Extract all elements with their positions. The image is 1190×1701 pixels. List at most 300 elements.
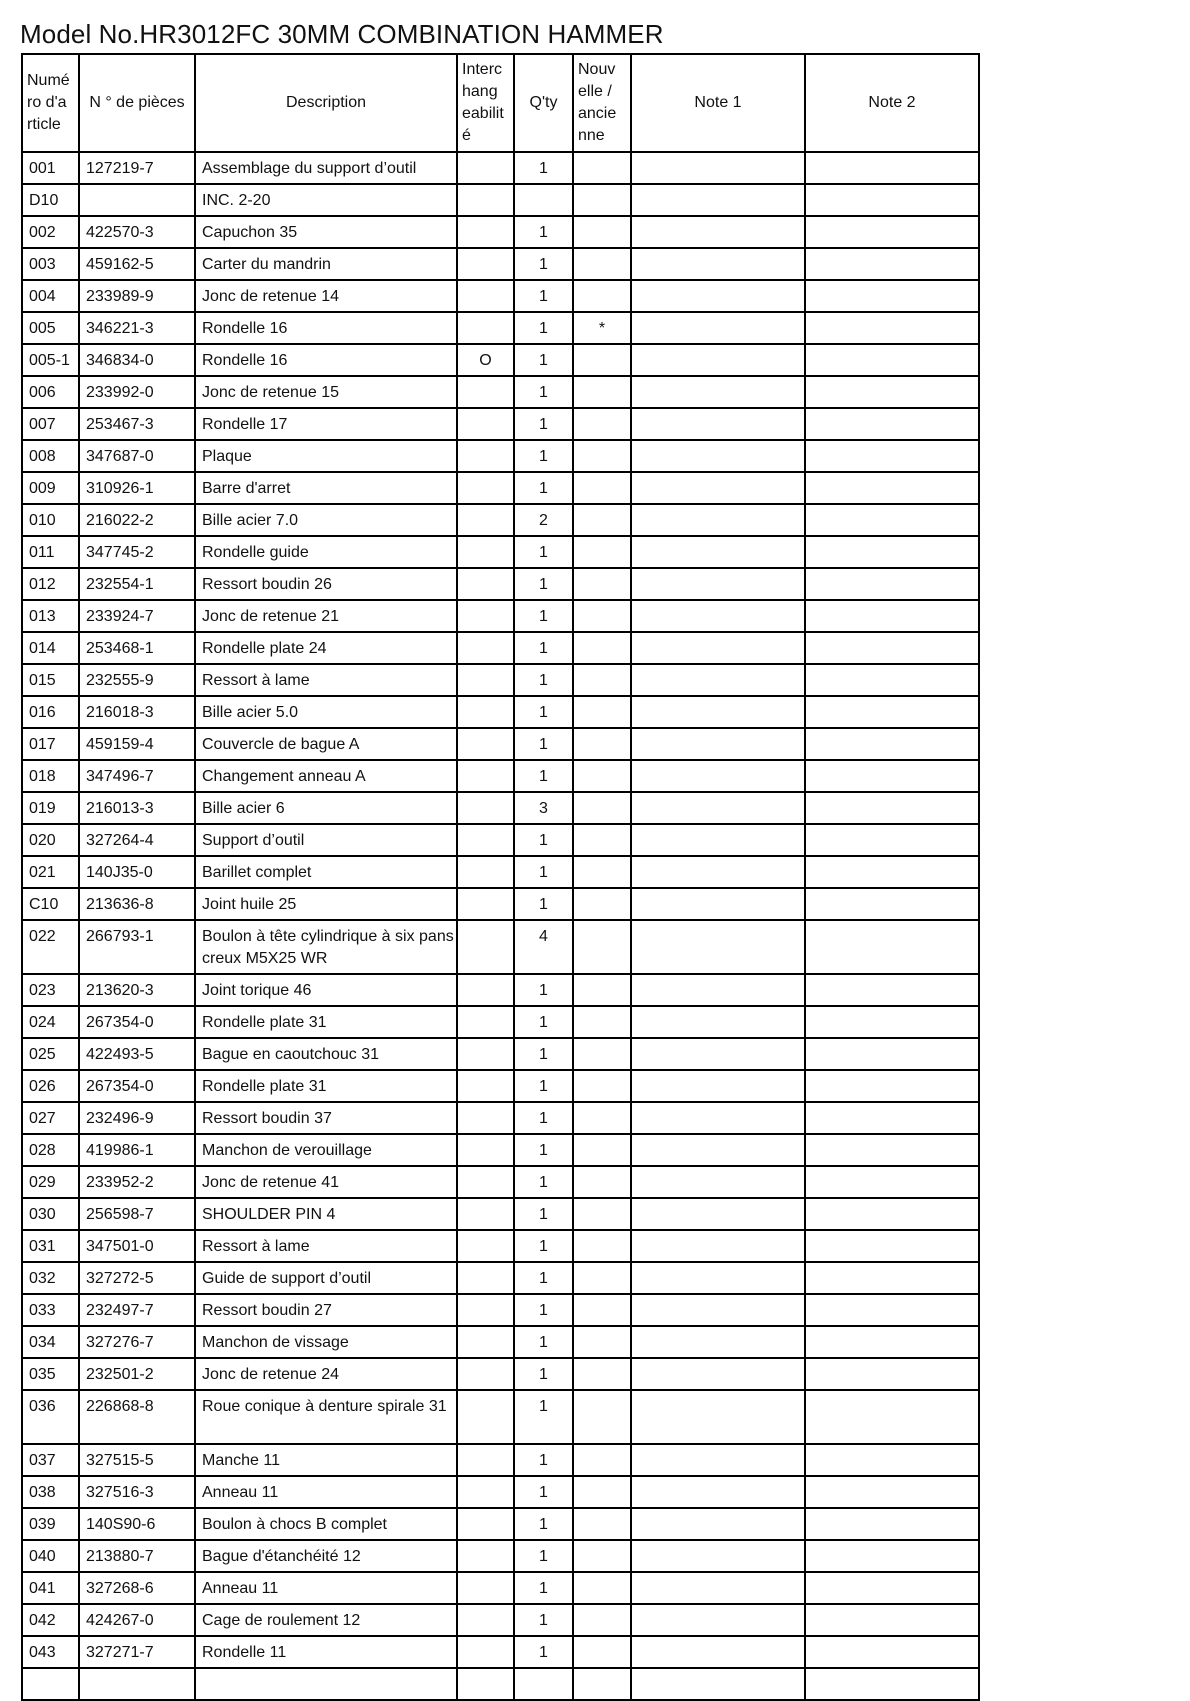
table-row <box>22 1294 979 1326</box>
cell-part-number: 347687-0 <box>79 440 195 472</box>
table-row <box>22 1508 979 1540</box>
cell-new-old <box>573 1294 631 1326</box>
cell-part-number: 422493-5 <box>79 1038 195 1070</box>
cell-description: Guide de support d’outil <box>195 1262 457 1294</box>
cell-new-old <box>573 536 631 568</box>
cell-description: Boulon à chocs B complet <box>195 1508 457 1540</box>
cell-item: 033 <box>22 1294 79 1326</box>
cell-qty: 1 <box>514 1476 573 1508</box>
cell-note1 <box>631 1038 805 1070</box>
table-row <box>22 184 979 216</box>
cell-interchangeability <box>457 1668 514 1700</box>
table-row <box>22 792 979 824</box>
cell-item: 002 <box>22 216 79 248</box>
cell-new-old <box>573 1134 631 1166</box>
cell-note2 <box>805 974 979 1006</box>
cell-qty: 1 <box>514 1134 573 1166</box>
cell-item <box>22 1668 79 1700</box>
cell-note1 <box>631 920 805 974</box>
cell-part-number: 346221-3 <box>79 312 195 344</box>
cell-part-number: 459162-5 <box>79 248 195 280</box>
cell-description: Anneau 11 <box>195 1476 457 1508</box>
col-header-qty: Q'ty <box>514 54 573 152</box>
table-row <box>22 920 979 974</box>
cell-qty: 1 <box>514 440 573 472</box>
cell-note1 <box>631 792 805 824</box>
cell-part-number: 267354-0 <box>79 1006 195 1038</box>
cell-interchangeability <box>457 696 514 728</box>
cell-description: Roue conique à denture spirale 31 <box>195 1390 457 1444</box>
cell-description: Manchon de verouillage <box>195 1134 457 1166</box>
cell-item: 035 <box>22 1358 79 1390</box>
cell-note1 <box>631 1006 805 1038</box>
cell-description: Cage de roulement 12 <box>195 1604 457 1636</box>
cell-item: 015 <box>22 664 79 696</box>
cell-interchangeability <box>457 632 514 664</box>
col-header-item: Numé ro d'a rticle <box>22 54 79 152</box>
cell-qty: 1 <box>514 664 573 696</box>
cell-qty: 1 <box>514 280 573 312</box>
table-row <box>22 1668 979 1700</box>
cell-part-number: 127219-7 <box>79 152 195 184</box>
cell-note2 <box>805 280 979 312</box>
cell-part-number: 459159-4 <box>79 728 195 760</box>
cell-note1 <box>631 1572 805 1604</box>
cell-part-number: 216022-2 <box>79 504 195 536</box>
cell-new-old <box>573 216 631 248</box>
cell-note2 <box>805 152 979 184</box>
table-row <box>22 856 979 888</box>
cell-item: 005 <box>22 312 79 344</box>
cell-note1 <box>631 1070 805 1102</box>
cell-part-number: 232501-2 <box>79 1358 195 1390</box>
cell-description: Ressort boudin 37 <box>195 1102 457 1134</box>
table-row <box>22 1326 979 1358</box>
cell-qty: 1 <box>514 1166 573 1198</box>
cell-qty: 1 <box>514 1572 573 1604</box>
cell-interchangeability <box>457 568 514 600</box>
cell-part-number <box>79 184 195 216</box>
cell-item: 040 <box>22 1540 79 1572</box>
cell-note2 <box>805 1540 979 1572</box>
cell-note1 <box>631 1134 805 1166</box>
cell-part-number: 253468-1 <box>79 632 195 664</box>
cell-note2 <box>805 1508 979 1540</box>
cell-interchangeability <box>457 280 514 312</box>
cell-new-old <box>573 1604 631 1636</box>
cell-note2 <box>805 1070 979 1102</box>
cell-note2 <box>805 248 979 280</box>
cell-note1 <box>631 728 805 760</box>
cell-qty: 1 <box>514 472 573 504</box>
cell-part-number: 424267-0 <box>79 1604 195 1636</box>
cell-new-old <box>573 728 631 760</box>
cell-new-old <box>573 760 631 792</box>
cell-part-number: 347745-2 <box>79 536 195 568</box>
table-row <box>22 248 979 280</box>
cell-new-old <box>573 184 631 216</box>
cell-new-old <box>573 696 631 728</box>
table-row <box>22 600 979 632</box>
table-row <box>22 344 979 376</box>
table-row <box>22 1134 979 1166</box>
cell-note2 <box>805 440 979 472</box>
cell-item: 008 <box>22 440 79 472</box>
cell-description: Rondelle 17 <box>195 408 457 440</box>
cell-part-number: 327515-5 <box>79 1444 195 1476</box>
cell-note1 <box>631 568 805 600</box>
cell-item: 030 <box>22 1198 79 1230</box>
cell-note2 <box>805 1572 979 1604</box>
cell-interchangeability <box>457 888 514 920</box>
cell-item: 021 <box>22 856 79 888</box>
cell-qty: 1 <box>514 1102 573 1134</box>
cell-part-number: 213880-7 <box>79 1540 195 1572</box>
cell-item: 023 <box>22 974 79 1006</box>
cell-new-old <box>573 504 631 536</box>
cell-item: 018 <box>22 760 79 792</box>
cell-qty: 1 <box>514 600 573 632</box>
table-row <box>22 280 979 312</box>
cell-note2 <box>805 376 979 408</box>
cell-qty: 2 <box>514 504 573 536</box>
cell-note2 <box>805 696 979 728</box>
table-row <box>22 1390 979 1444</box>
cell-part-number: 213636-8 <box>79 888 195 920</box>
cell-interchangeability <box>457 504 514 536</box>
cell-note2 <box>805 472 979 504</box>
cell-interchangeability <box>457 760 514 792</box>
cell-part-number: 266793-1 <box>79 920 195 974</box>
cell-part-number: 346834-0 <box>79 344 195 376</box>
cell-note2 <box>805 1390 979 1444</box>
cell-interchangeability <box>457 1006 514 1038</box>
cell-note2 <box>805 1668 979 1700</box>
table-row <box>22 664 979 696</box>
cell-note2 <box>805 344 979 376</box>
cell-item: C10 <box>22 888 79 920</box>
cell-part-number: 256598-7 <box>79 1198 195 1230</box>
cell-part-number: 232496-9 <box>79 1102 195 1134</box>
table-row <box>22 1262 979 1294</box>
cell-new-old <box>573 1262 631 1294</box>
cell-interchangeability <box>457 1476 514 1508</box>
cell-description: SHOULDER PIN 4 <box>195 1198 457 1230</box>
cell-note2 <box>805 216 979 248</box>
cell-item: 011 <box>22 536 79 568</box>
cell-interchangeability <box>457 536 514 568</box>
table-header <box>22 54 979 152</box>
table-row <box>22 536 979 568</box>
cell-item: 042 <box>22 1604 79 1636</box>
cell-note1 <box>631 1444 805 1476</box>
cell-item: 014 <box>22 632 79 664</box>
cell-interchangeability <box>457 1230 514 1262</box>
cell-item: 010 <box>22 504 79 536</box>
cell-interchangeability <box>457 376 514 408</box>
cell-description: Changement anneau A <box>195 760 457 792</box>
cell-note2 <box>805 1294 979 1326</box>
cell-note2 <box>805 1262 979 1294</box>
cell-interchangeability <box>457 1198 514 1230</box>
cell-interchangeability <box>457 248 514 280</box>
cell-new-old <box>573 1038 631 1070</box>
cell-part-number: 327272-5 <box>79 1262 195 1294</box>
cell-item: 036 <box>22 1390 79 1444</box>
table-row <box>22 312 979 344</box>
table-row <box>22 1070 979 1102</box>
cell-note1 <box>631 974 805 1006</box>
cell-note1 <box>631 824 805 856</box>
cell-item: 005-1 <box>22 344 79 376</box>
cell-qty: 1 <box>514 216 573 248</box>
cell-qty: 1 <box>514 856 573 888</box>
cell-note1 <box>631 856 805 888</box>
cell-part-number: 327276-7 <box>79 1326 195 1358</box>
table-row <box>22 1604 979 1636</box>
cell-note1 <box>631 312 805 344</box>
cell-new-old <box>573 824 631 856</box>
table-row <box>22 568 979 600</box>
cell-description: Rondelle 11 <box>195 1636 457 1668</box>
col-header-note2: Note 2 <box>805 54 979 152</box>
cell-interchangeability <box>457 664 514 696</box>
cell-part-number: 422570-3 <box>79 216 195 248</box>
cell-note1 <box>631 248 805 280</box>
cell-interchangeability <box>457 216 514 248</box>
cell-qty <box>514 184 573 216</box>
cell-new-old <box>573 440 631 472</box>
col-header-description: Description <box>195 54 457 152</box>
cell-qty: 1 <box>514 536 573 568</box>
cell-interchangeability <box>457 1166 514 1198</box>
cell-description: Barre d'arret <box>195 472 457 504</box>
cell-description: INC. 2-20 <box>195 184 457 216</box>
cell-note2 <box>805 408 979 440</box>
cell-qty: 3 <box>514 792 573 824</box>
cell-note2 <box>805 1326 979 1358</box>
cell-qty: 1 <box>514 1038 573 1070</box>
cell-description: Ressort boudin 26 <box>195 568 457 600</box>
cell-item: 032 <box>22 1262 79 1294</box>
cell-item: 041 <box>22 1572 79 1604</box>
cell-note2 <box>805 312 979 344</box>
cell-qty: 1 <box>514 728 573 760</box>
cell-note1 <box>631 1604 805 1636</box>
cell-note1 <box>631 696 805 728</box>
cell-new-old <box>573 1326 631 1358</box>
cell-note1 <box>631 440 805 472</box>
cell-note1 <box>631 472 805 504</box>
table-row <box>22 824 979 856</box>
cell-description: Jonc de retenue 21 <box>195 600 457 632</box>
cell-description: Joint huile 25 <box>195 888 457 920</box>
cell-new-old <box>573 1444 631 1476</box>
cell-part-number: 267354-0 <box>79 1070 195 1102</box>
cell-qty: 1 <box>514 696 573 728</box>
cell-qty: 1 <box>514 1390 573 1444</box>
cell-note1 <box>631 1262 805 1294</box>
cell-note1 <box>631 536 805 568</box>
table-row <box>22 760 979 792</box>
cell-new-old <box>573 1390 631 1444</box>
cell-interchangeability <box>457 1358 514 1390</box>
cell-new-old <box>573 1006 631 1038</box>
cell-note1 <box>631 216 805 248</box>
cell-description <box>195 1668 457 1700</box>
cell-note1 <box>631 664 805 696</box>
cell-qty: 1 <box>514 312 573 344</box>
cell-interchangeability <box>457 184 514 216</box>
cell-note1 <box>631 1390 805 1444</box>
cell-note1 <box>631 1668 805 1700</box>
cell-item: 024 <box>22 1006 79 1038</box>
cell-qty: 1 <box>514 1198 573 1230</box>
table-body <box>22 152 979 1700</box>
cell-qty: 1 <box>514 1540 573 1572</box>
cell-new-old <box>573 1070 631 1102</box>
header-row <box>22 54 979 152</box>
cell-interchangeability <box>457 974 514 1006</box>
cell-interchangeability <box>457 1326 514 1358</box>
table-row <box>22 408 979 440</box>
cell-part-number: 327271-7 <box>79 1636 195 1668</box>
cell-description: Rondelle plate 31 <box>195 1070 457 1102</box>
table-row <box>22 440 979 472</box>
cell-new-old <box>573 568 631 600</box>
cell-new-old <box>573 1102 631 1134</box>
table-row <box>22 152 979 184</box>
cell-qty: 1 <box>514 1006 573 1038</box>
cell-new-old <box>573 856 631 888</box>
cell-qty: 1 <box>514 1070 573 1102</box>
cell-note1 <box>631 344 805 376</box>
cell-note2 <box>805 536 979 568</box>
cell-part-number: 327516-3 <box>79 1476 195 1508</box>
cell-note1 <box>631 888 805 920</box>
cell-note2 <box>805 1198 979 1230</box>
cell-part-number: 347501-0 <box>79 1230 195 1262</box>
cell-qty: 1 <box>514 1358 573 1390</box>
cell-qty: 1 <box>514 1230 573 1262</box>
cell-interchangeability <box>457 1390 514 1444</box>
table-row <box>22 1038 979 1070</box>
cell-new-old <box>573 600 631 632</box>
cell-qty: 1 <box>514 1508 573 1540</box>
cell-description: Jonc de retenue 14 <box>195 280 457 312</box>
cell-description: Carter du mandrin <box>195 248 457 280</box>
cell-note2 <box>805 856 979 888</box>
cell-description: Bille acier 7.0 <box>195 504 457 536</box>
cell-qty: 1 <box>514 1604 573 1636</box>
cell-item: 004 <box>22 280 79 312</box>
cell-item: 029 <box>22 1166 79 1198</box>
cell-part-number: 140J35-0 <box>79 856 195 888</box>
cell-note2 <box>805 792 979 824</box>
cell-new-old <box>573 408 631 440</box>
cell-qty: 1 <box>514 1262 573 1294</box>
cell-new-old <box>573 632 631 664</box>
cell-qty: 1 <box>514 1294 573 1326</box>
cell-note2 <box>805 1476 979 1508</box>
cell-new-old <box>573 1508 631 1540</box>
cell-interchangeability <box>457 792 514 824</box>
cell-new-old <box>573 1198 631 1230</box>
cell-note2 <box>805 184 979 216</box>
cell-note1 <box>631 632 805 664</box>
cell-note2 <box>805 888 979 920</box>
table-row <box>22 974 979 1006</box>
cell-description: Capuchon 35 <box>195 216 457 248</box>
cell-note1 <box>631 1230 805 1262</box>
cell-description: Couvercle de bague A <box>195 728 457 760</box>
cell-part-number: 232554-1 <box>79 568 195 600</box>
cell-note2 <box>805 1636 979 1668</box>
cell-note1 <box>631 152 805 184</box>
cell-note2 <box>805 1038 979 1070</box>
cell-qty: 1 <box>514 248 573 280</box>
cell-qty: 1 <box>514 760 573 792</box>
cell-description: Jonc de retenue 15 <box>195 376 457 408</box>
cell-description: Bague d'étanchéité 12 <box>195 1540 457 1572</box>
cell-qty: 4 <box>514 920 573 974</box>
cell-item: 012 <box>22 568 79 600</box>
cell-item: 016 <box>22 696 79 728</box>
cell-part-number: 327264-4 <box>79 824 195 856</box>
cell-qty: 1 <box>514 632 573 664</box>
cell-new-old <box>573 1540 631 1572</box>
cell-part-number: 216018-3 <box>79 696 195 728</box>
cell-new-old <box>573 1230 631 1262</box>
cell-qty: 1 <box>514 152 573 184</box>
cell-item: 031 <box>22 1230 79 1262</box>
cell-part-number: 232497-7 <box>79 1294 195 1326</box>
cell-note2 <box>805 600 979 632</box>
cell-interchangeability <box>457 920 514 974</box>
cell-qty: 1 <box>514 974 573 1006</box>
cell-note2 <box>805 1134 979 1166</box>
cell-item: 037 <box>22 1444 79 1476</box>
cell-note1 <box>631 1102 805 1134</box>
cell-item: 001 <box>22 152 79 184</box>
cell-description: Joint torique 46 <box>195 974 457 1006</box>
cell-note2 <box>805 1604 979 1636</box>
cell-note1 <box>631 280 805 312</box>
table-row <box>22 376 979 408</box>
cell-interchangeability <box>457 1636 514 1668</box>
cell-description: Barillet complet <box>195 856 457 888</box>
table-row <box>22 1540 979 1572</box>
cell-part-number: 233992-0 <box>79 376 195 408</box>
cell-part-number: 140S90-6 <box>79 1508 195 1540</box>
cell-note1 <box>631 504 805 536</box>
table-row <box>22 1230 979 1262</box>
cell-part-number: 232555-9 <box>79 664 195 696</box>
cell-note2 <box>805 1166 979 1198</box>
cell-part-number: 419986-1 <box>79 1134 195 1166</box>
cell-description: Bille acier 6 <box>195 792 457 824</box>
cell-description: Manchon de vissage <box>195 1326 457 1358</box>
table-row <box>22 1198 979 1230</box>
parts-table <box>21 53 980 1701</box>
cell-note2 <box>805 1006 979 1038</box>
cell-note1 <box>631 1166 805 1198</box>
cell-note2 <box>805 1444 979 1476</box>
cell-note1 <box>631 1636 805 1668</box>
table-row <box>22 1444 979 1476</box>
cell-part-number: 310926-1 <box>79 472 195 504</box>
cell-description: Ressort à lame <box>195 664 457 696</box>
